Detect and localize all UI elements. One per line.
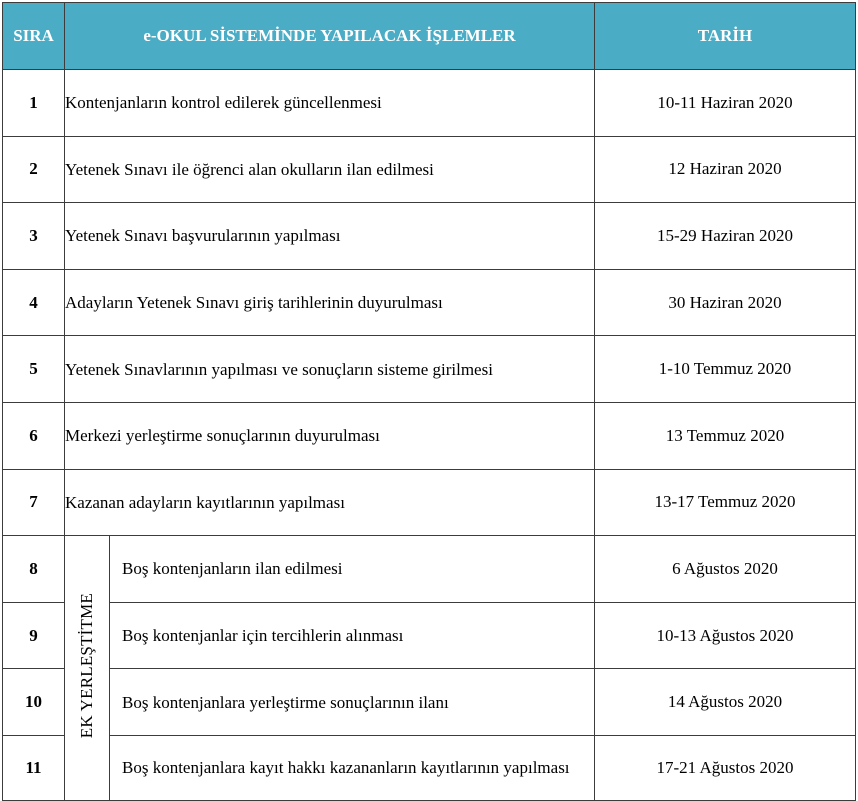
row-date: 12 Haziran 2020: [595, 136, 856, 203]
row-number: 2: [3, 136, 65, 203]
row-task: Adayların Yetenek Sınavı giriş tarihlerinin duyurulması: [65, 269, 595, 336]
row-task: Boş kontenjanlar için tercihlerin alınması: [110, 602, 595, 669]
header-islemler: e-OKUL SİSTEMİNDE YAPILACAK İŞLEMLER: [65, 3, 595, 70]
table-row: [3, 469, 856, 536]
header-sira: SIRA: [3, 3, 65, 70]
row-number: 10: [3, 669, 65, 736]
row-date: 14 Ağustos 2020: [595, 669, 856, 736]
row-number: 11: [3, 735, 65, 800]
group-label-cell: [65, 536, 110, 801]
row-number: 6: [3, 402, 65, 469]
row-number: 7: [3, 469, 65, 536]
table-row: [3, 669, 856, 736]
row-date: 17-21 Ağustos 2020: [595, 735, 856, 800]
row-number: 8: [3, 536, 65, 603]
row-task: Kazanan adayların kayıtlarının yapılması: [65, 469, 595, 536]
schedule-table: [2, 2, 856, 801]
row-task: Boş kontenjanlara yerleştirme sonuçlarının ilanı: [110, 669, 595, 736]
row-date: 10-11 Haziran 2020: [595, 70, 856, 137]
row-date: 13 Temmuz 2020: [595, 402, 856, 469]
table-row: [3, 402, 856, 469]
header-tarih: TARİH: [595, 3, 856, 70]
table-row: [3, 602, 856, 669]
row-number: 1: [3, 70, 65, 137]
row-task: Boş kontenjanlara kayıt hakkı kazananların kayıtlarının yapılması: [110, 735, 595, 800]
row-date: 6 Ağustos 2020: [595, 536, 856, 603]
row-number: 5: [3, 336, 65, 403]
row-task: Kontenjanların kontrol edilerek güncellenmesi: [65, 70, 595, 137]
row-task: Merkezi yerleştirme sonuçlarının duyurulması: [65, 402, 595, 469]
row-date: 10-13 Ağustos 2020: [595, 602, 856, 669]
table-row: [3, 735, 856, 800]
group-label: EK YERLEŞTİTME: [77, 592, 96, 739]
row-date: 13-17 Temmuz 2020: [595, 469, 856, 536]
table-row: [3, 70, 856, 137]
table-row: [3, 269, 856, 336]
table-row: [3, 203, 856, 270]
table-row: [3, 336, 856, 403]
row-task: Boş kontenjanların ilan edilmesi: [110, 536, 595, 603]
row-task: Yetenek Sınavı ile öğrenci alan okulların ilan edilmesi: [65, 136, 595, 203]
row-number: 3: [3, 203, 65, 270]
row-date: 1-10 Temmuz 2020: [595, 336, 856, 403]
row-date: 15-29 Haziran 2020: [595, 203, 856, 270]
table-row: [3, 136, 856, 203]
table-row: [3, 536, 856, 603]
row-task: Yetenek Sınavlarının yapılması ve sonuçların sisteme girilmesi: [65, 336, 595, 403]
row-task: Yetenek Sınavı başvurularının yapılması: [65, 203, 595, 270]
row-number: 4: [3, 269, 65, 336]
row-date: 30 Haziran 2020: [595, 269, 856, 336]
header-row: [3, 3, 856, 70]
row-number: 9: [3, 602, 65, 669]
